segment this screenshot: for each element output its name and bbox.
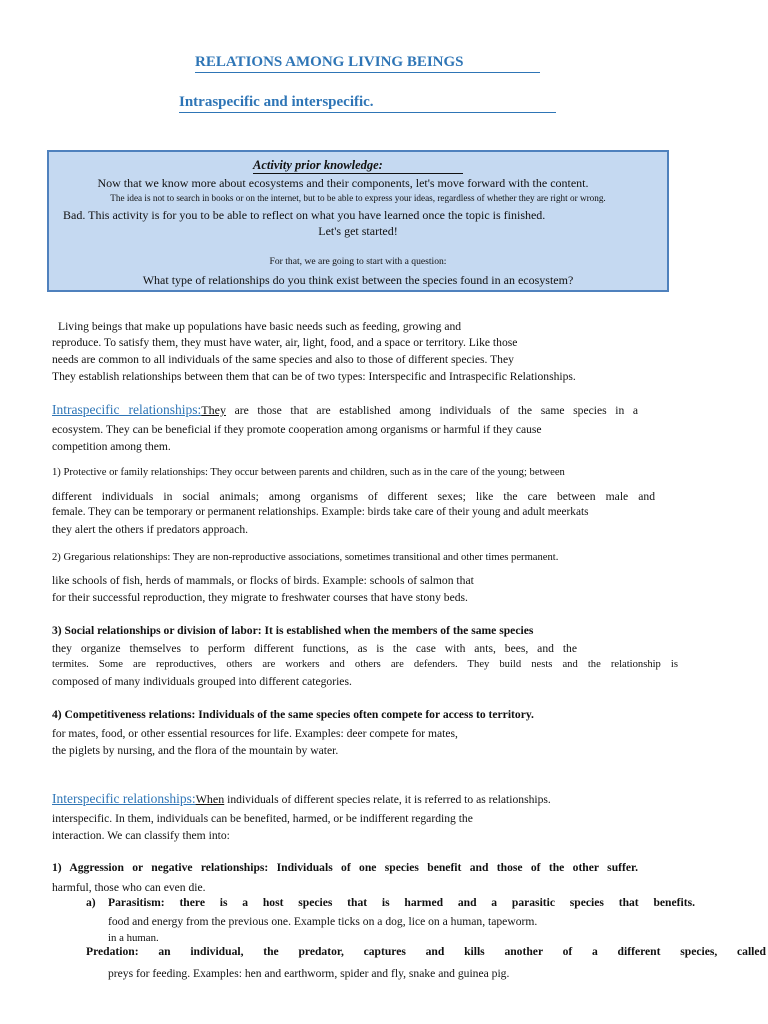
- activity-box: [47, 150, 669, 292]
- aggr-line-2: harmful, those who can even die.: [52, 881, 206, 894]
- item1-line-3: female. They can be temporary or permanent relationships. Example: birds take care of their young and adult meerkats: [52, 506, 589, 518]
- item4-line-3: the piglets by nursing, and the flora of the mountain by water.: [52, 744, 339, 757]
- inter-line-3: interaction. We can classify them into:: [52, 829, 230, 842]
- activity-line-2: The idea is not to search in books or on the internet, but to be able to express your ideas, regardless of whether they are right or wrong.: [110, 193, 606, 203]
- item1-line-1: 1) Protective or family relationships: They occur between parents and children, such as in the care of the young; between: [52, 467, 565, 478]
- activity-line-4: Let's get started!: [318, 224, 398, 238]
- item2-line-3: for their successful reproduction, they migrate to freshwater courses that have stony beds.: [52, 591, 468, 604]
- item3-line-1: 3) Social relationships or division of labor: It is established when the members of the same species: [52, 624, 534, 637]
- aggr-line-1: 1) Aggression or negative relationships: Individuals of one species benefit and those of the other suffer.: [52, 861, 638, 874]
- item3-line-3: termites. Some are reproductives, others are workers and others are defenders. They build nests and the relationship is: [52, 659, 678, 670]
- intra-lead: They: [201, 403, 226, 417]
- intro-line-2: reproduce. To satisfy them, they must have water, air, light, food, and a space or territory. Like those: [52, 336, 518, 349]
- item1-line-4: they alert the others if predators approach.: [52, 523, 249, 536]
- item2-line-1: 2) Gregarious relationships: They are non-reproductive associations, sometimes transitional and other times permanent.: [52, 552, 559, 563]
- item4-line-2: for mates, food, or other essential resources for life. Examples: deer compete for mates,: [52, 727, 458, 740]
- activity-question: What type of relationships do you think exist between the species found in an ecosystem?: [142, 273, 574, 287]
- item3-line-2: they organize themselves to perform different functions, as is the case with ants, bees, and the: [52, 642, 577, 655]
- item4-line-1: 4) Competitiveness relations: Individuals of the same species often compete for access to territory.: [52, 708, 534, 721]
- intra-heading-line: [52, 401, 638, 419]
- intra-label: Intraspecific relationships:: [52, 402, 202, 417]
- item2-line-2: like schools of fish, herds of mammals, or flocks of birds. Example: schools of salmon that: [52, 574, 474, 587]
- inter-line-1: individuals of different species relate, it is referred to as relationships.: [227, 793, 551, 806]
- intro-line-3: needs are common to all individuals of the same species and also to those of different species. They: [52, 353, 514, 366]
- inter-label: Interspecific relationships:: [52, 791, 196, 806]
- parasitism-line-3: in a human.: [108, 932, 159, 944]
- activity-line-5: For that, we are going to start with a question:: [269, 256, 447, 267]
- activity-line-3: Bad. This activity is for you to be able to reflect on what you have learned once the topic is finished.: [63, 208, 546, 222]
- predation-line-2: preys for feeding. Examples: hen and earthworm, spider and fly, snake and guinea pig.: [108, 967, 510, 980]
- inter-heading-line: [52, 790, 551, 808]
- activity-heading: Activity prior knowledge:: [49, 156, 667, 174]
- parasitism-line-1: Parasitism: there is a host species that is harmed and a parasitic species that benefits.: [108, 896, 695, 909]
- intro-line-4: They establish relationships between them that can be of two types: Interspecific and Intraspecific Relationships.: [52, 370, 576, 383]
- item1-line-2: different individuals in social animals; among organisms of different sexes; like the care between male and: [52, 490, 655, 503]
- intro-line-1: Living beings that make up populations have basic needs such as feeding, growing and: [58, 320, 462, 333]
- parasitism-marker: a): [86, 896, 96, 909]
- page-subtitle: Intraspecific and interspecific.: [179, 94, 556, 113]
- intra-line-3: competition among them.: [52, 440, 171, 453]
- inter-lead: When: [195, 792, 225, 806]
- intra-line-2: ecosystem. They can be beneficial if they promote cooperation among organisms or harmful if they cause: [52, 423, 542, 436]
- intra-line-1: are those that are established among individuals of the same species in a: [234, 404, 639, 417]
- inter-line-2: interspecific. In them, individuals can be benefited, harmed, or be indifferent regarding the: [52, 812, 473, 825]
- predation-line-1: Predation: an individual, the predator, captures and kills another of a different species, called: [86, 945, 766, 958]
- activity-line-1: Now that we know more about ecosystems and their components, let's move forward with the content.: [97, 176, 589, 190]
- page-title: RELATIONS AMONG LIVING BEINGS: [195, 54, 540, 73]
- item3-line-4: composed of many individuals grouped into different categories.: [52, 675, 352, 688]
- parasitism-line-2: food and energy from the previous one. Example ticks on a dog, lice on a human, tapeworm.: [108, 915, 538, 928]
